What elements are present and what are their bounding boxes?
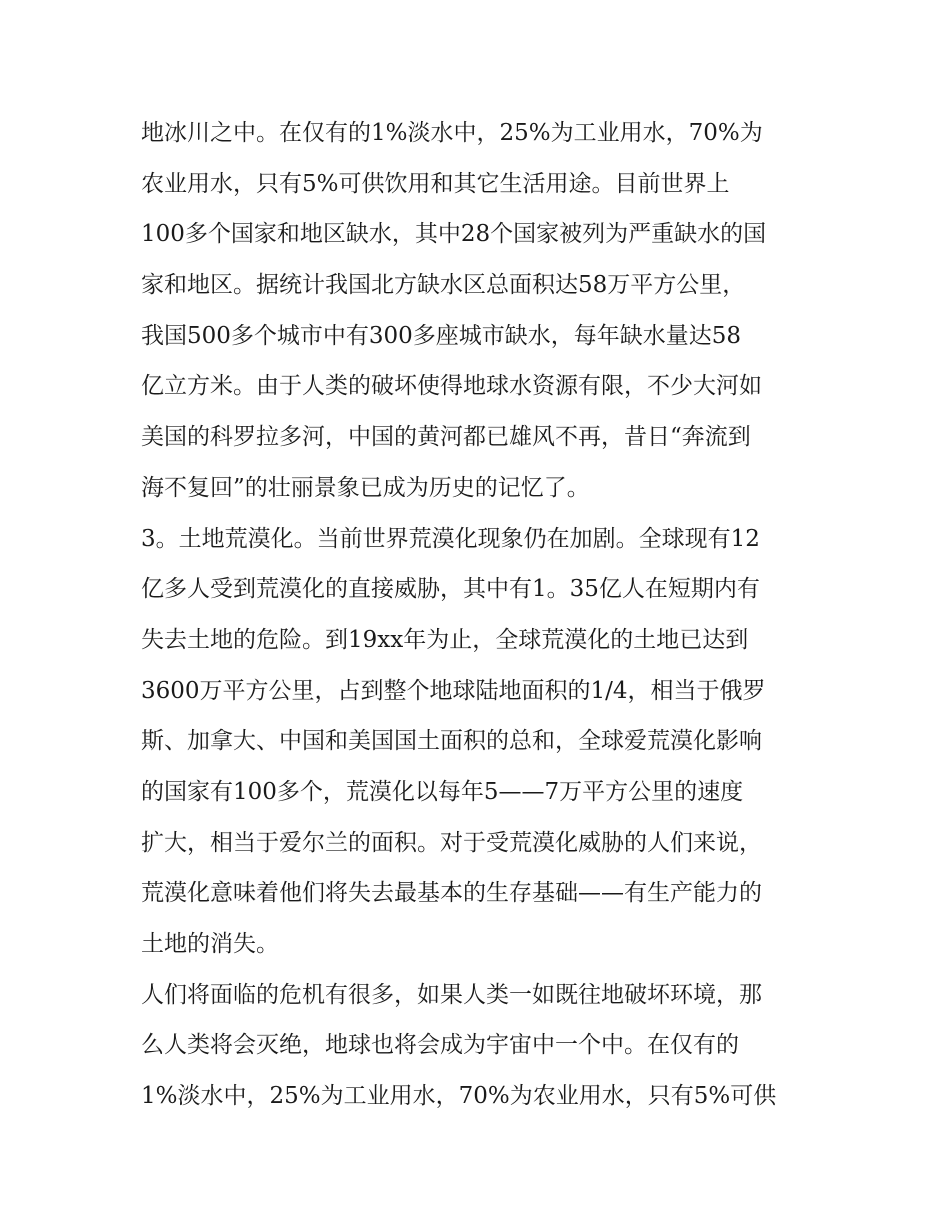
text-line: 1%淡水中，25%为工业用水，70%为农业用水，只有5%可供	[141, 1083, 777, 1110]
text-line: 100多个国家和地区缺水，其中28个国家被列为严重缺水的国	[141, 221, 767, 248]
text-line: 么人类将会灭绝，地球也将会成为宇宙中一个中。在仅有的	[141, 1032, 739, 1059]
text-line: 荒漠化意味着他们将失去最基本的生存基础——有生产能力的	[141, 880, 762, 907]
text-line: 土地的消失。	[141, 931, 279, 957]
text-line: 美国的科罗拉多河，中国的黄河都已雄风不再，昔日“奔流到	[141, 424, 751, 451]
text-line: 地冰川之中。在仅有的1%淡水中，25%为工业用水，70%为	[141, 120, 763, 146]
text-line: 亿立方米。由于人类的破坏使得地球水资源有限，不少大河如	[141, 373, 762, 400]
text-line: 的国家有100多个，荒漠化以每年5——7万平方公里的速度	[141, 778, 744, 805]
text-line: 失去土地的危险。到19xx年为止，全球荒漠化的土地已达到	[141, 626, 749, 653]
text-line: 扩大，相当于爱尔兰的面积。对于受荒漠化威胁的人们来说，	[141, 829, 762, 856]
text-line: 海不复回”的壮丽景象已成为历史的记忆了。	[141, 474, 590, 501]
text-line: 农业用水，只有5%可供饮用和其它生活用途。目前世界上	[141, 170, 730, 197]
body-text	[141, 108, 821, 1122]
text-line: 家和地区。据统计我国北方缺水区总面积达58万平方公里，	[141, 272, 746, 299]
text-line: 3。土地荒漠化。当前世界荒漠化现象仍在加剧。全球现有12	[141, 525, 760, 552]
text-line: 亿多人受到荒漠化的直接威胁，其中有1。35亿人在短期内有	[141, 576, 760, 603]
text-line: 斯、加拿大、中国和美国国土面积的总和，全球爱荒漠化影响	[141, 728, 762, 755]
text-line: 我国500多个城市中有300多座城市缺水，每年缺水量达58	[141, 322, 742, 349]
text-line: 人们将面临的危机有很多，如果人类一如既往地破坏环境，那	[141, 981, 762, 1008]
text-line: 3600万平方公里，占到整个地球陆地面积的1/4，相当于俄罗	[141, 677, 766, 704]
